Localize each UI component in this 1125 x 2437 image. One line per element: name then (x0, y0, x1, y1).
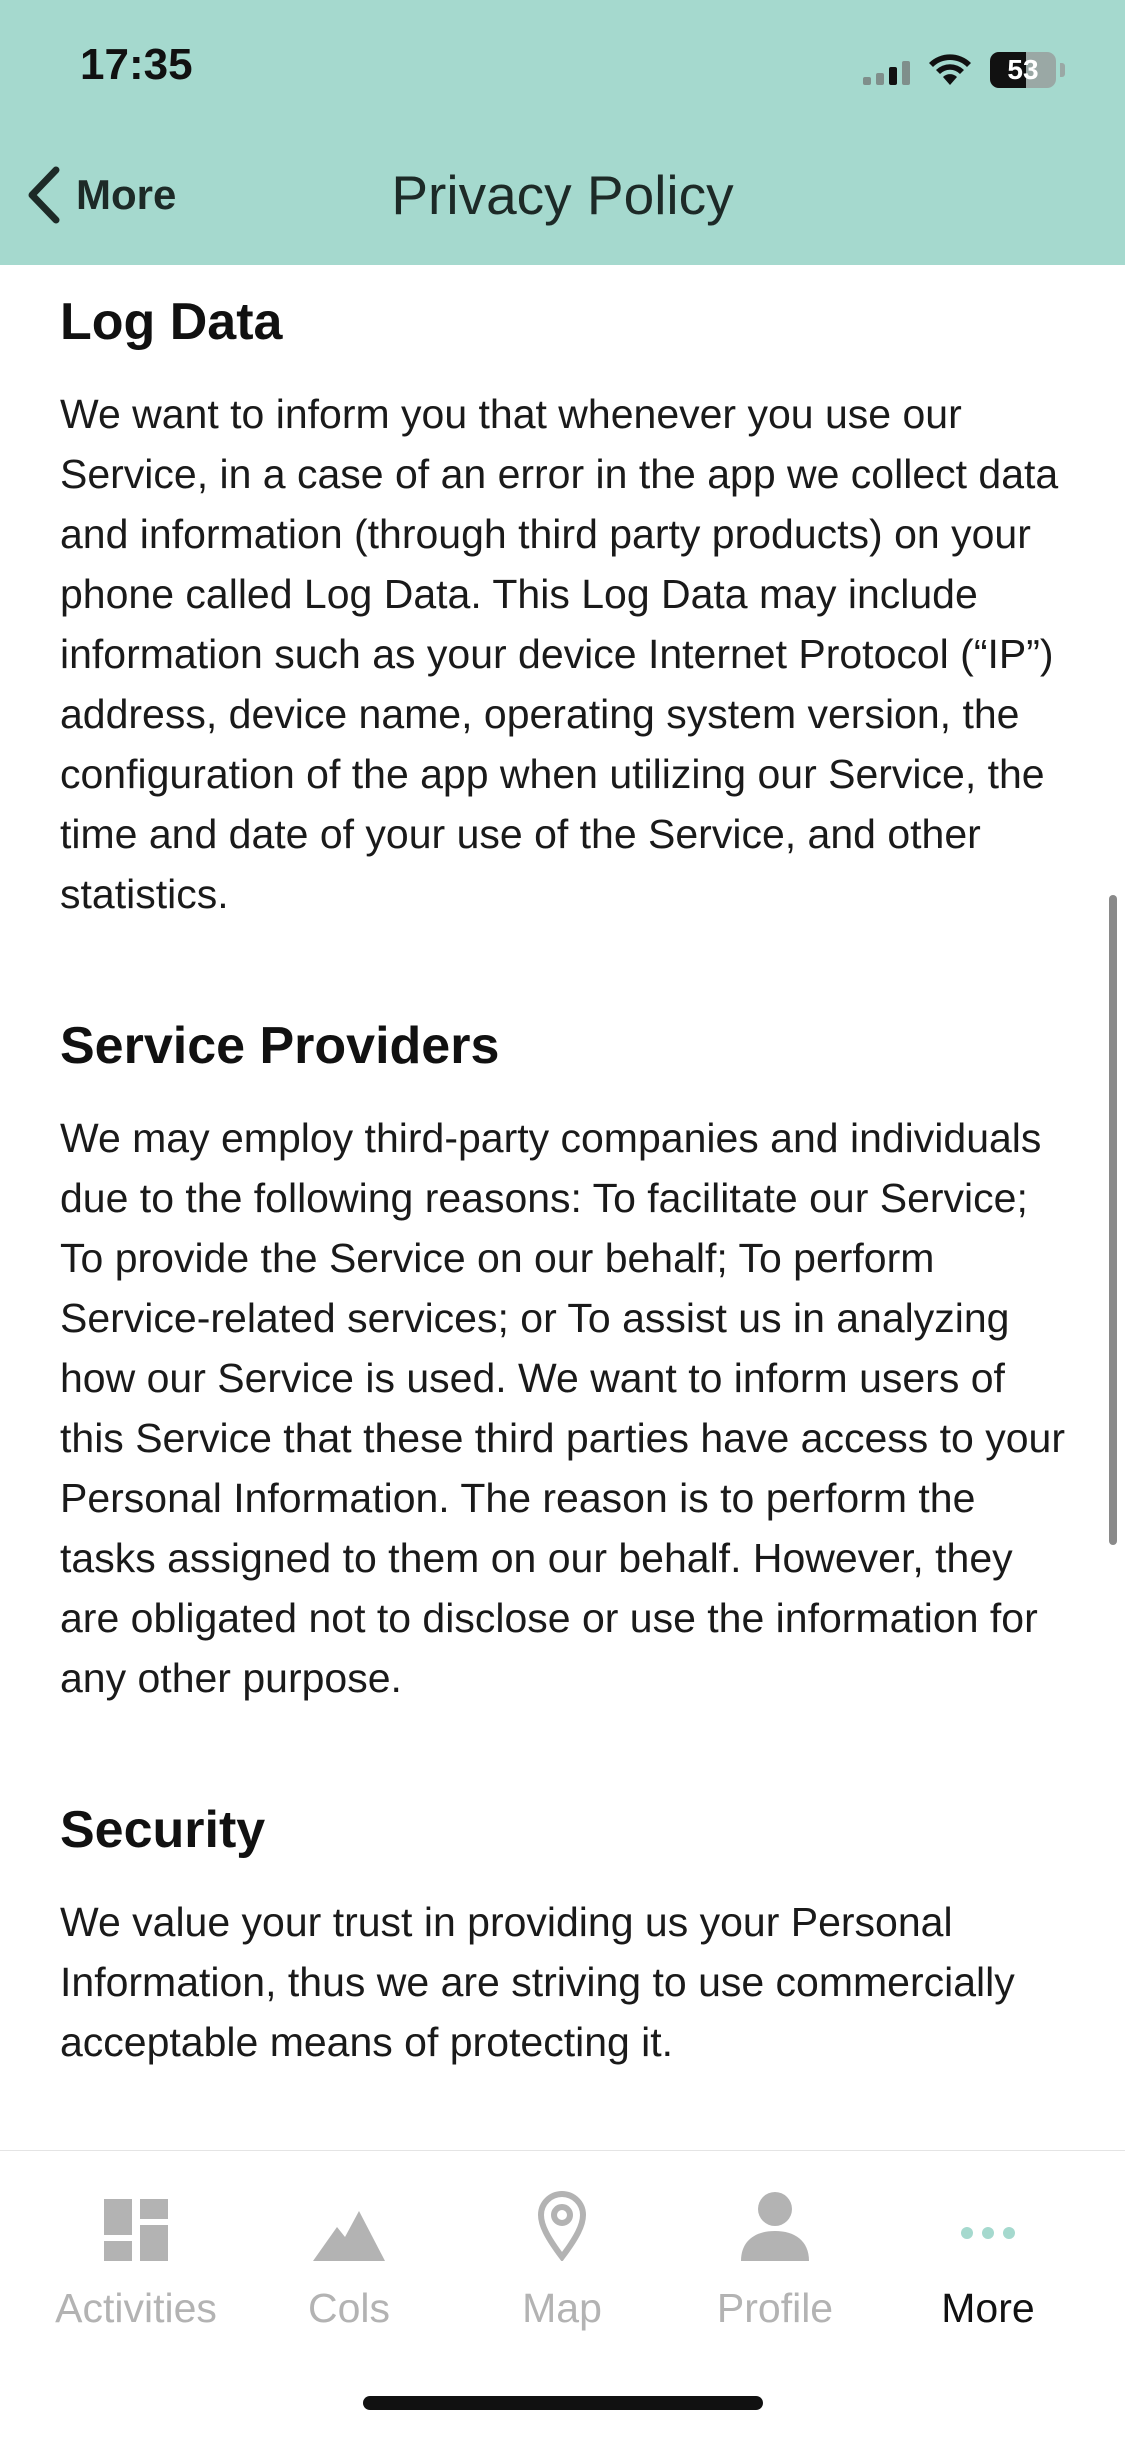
dashboard-icon (104, 2199, 168, 2261)
section-title-log-data: Log Data (60, 293, 283, 351)
status-time: 17:35 (80, 40, 193, 89)
page-title: Privacy Policy (391, 164, 734, 226)
more-dots-icon (960, 2225, 1016, 2241)
tab-more[interactable] (888, 2181, 1088, 2332)
tab-label-activities: Activities (55, 2285, 217, 2331)
tab-cols[interactable] (249, 2181, 449, 2332)
home-indicator (363, 2396, 763, 2410)
section-title-service-providers: Service Providers (60, 1017, 500, 1075)
section-body-log-data: We want to inform you that whenever you use our Service, in a case of an error in the app we collect data and information (through third party products) on your phone called Log Data. This Log Data may include information such as your device Internet Protocol (“IP”) address, device name, operating system version, the configuration of the app when utilizing our Service, the time and date of your use of the Service, and other statistics. (60, 391, 1059, 917)
scrollbar[interactable] (1109, 895, 1117, 1545)
tab-profile[interactable] (675, 2181, 875, 2332)
person-icon (741, 2191, 809, 2261)
header-bar (0, 0, 1125, 265)
tab-label-more: More (941, 2285, 1035, 2331)
map-pin-icon (537, 2191, 587, 2261)
tab-label-map: Map (522, 2285, 602, 2331)
status-icons (863, 48, 1065, 92)
section-body-service-providers: We may employ third-party companies and individuals due to the following reasons: To facilitate our Service; To provide the Service on our behalf; To perform Service-related services; or To assist us in analyzing how our Service is used. We want to inform users of this Service that these third parties have access to your Personal Information. The reason is to perform the tasks assigned to them on our behalf. However, they are obligated not to disclose or use the information for any other purpose. (60, 1115, 1066, 1701)
section-body-security: We value your trust in providing us your Personal Information, thus we are striving to use commercially acceptable means of protecting it. (60, 1899, 1015, 2065)
battery-tip (1060, 63, 1065, 77)
tab-map[interactable] (462, 2181, 662, 2332)
battery-percent: 53 (1007, 54, 1039, 85)
cellular-signal-icon (863, 55, 910, 85)
tab-label-cols: Cols (307, 2285, 391, 2331)
battery-icon (990, 52, 1056, 88)
tab-activities[interactable] (36, 2181, 236, 2332)
mountain-icon (313, 2205, 385, 2261)
tab-label-profile: Profile (716, 2285, 834, 2331)
wifi-icon (928, 53, 972, 87)
back-button-label: More (76, 171, 177, 218)
section-title-security: Security (60, 1801, 266, 1859)
tab-bar (0, 2150, 1125, 2437)
policy-content[interactable] (60, 265, 1070, 2150)
